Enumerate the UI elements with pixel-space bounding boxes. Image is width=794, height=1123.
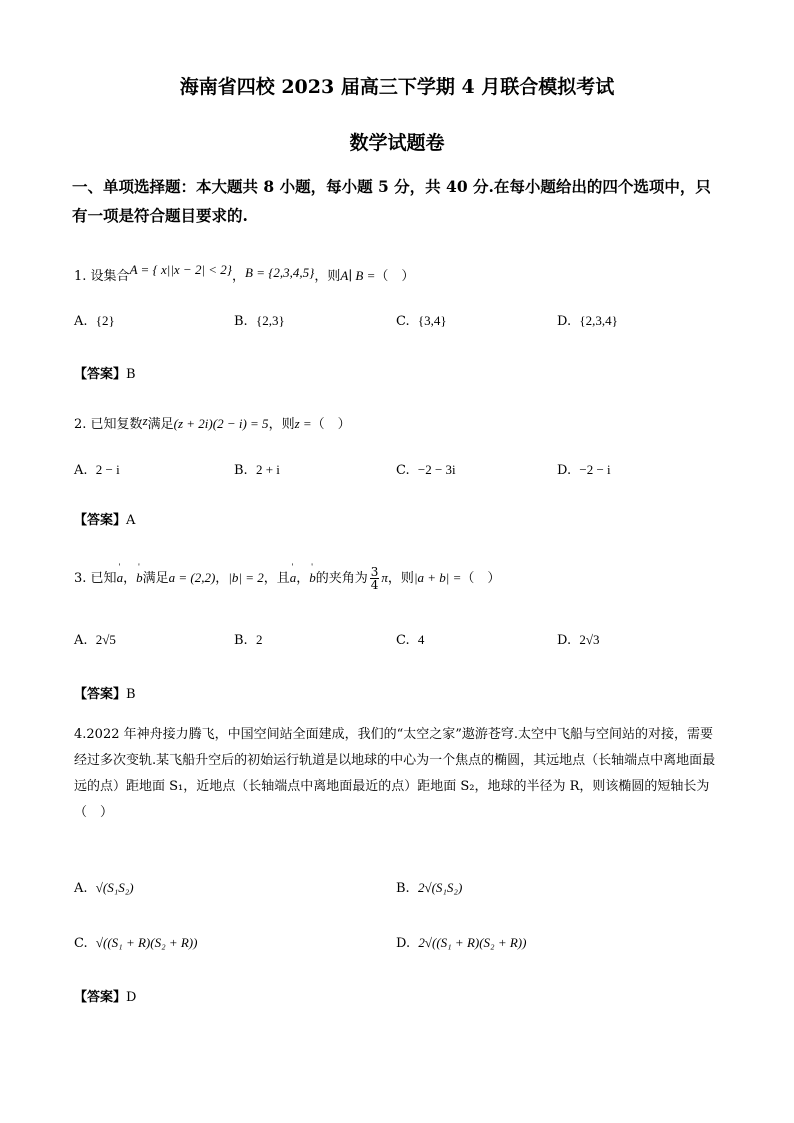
question-number: 2. [74, 417, 87, 432]
question-2-option-c: C. −2 − 3i [396, 462, 456, 478]
question-number: 1. [74, 269, 87, 284]
question-text: 设集合 [90, 269, 130, 284]
vector-b-magnitude: |b| = 2 [228, 570, 264, 585]
vector-b: ' b [136, 570, 143, 586]
exam-title: 海南省四校 2023 届高三下学期 4 月联合模拟考试 [179, 76, 615, 98]
question-3-option-c: C. 4 [396, 632, 425, 648]
question-text: 2022 年神舟接力腾飞，中国空间站全面建成，我们的“太空之家”遨游苍穹.太空中飞船与空间站的对接，需要经过多次变轨.某飞船升空后的初始运行轨道是以地球的中心为一个焦点的椭圆，其远地点（长轴端点中离地面最远的点）距地面 S₁，近地点（长轴端点中离地面最近的点）距地面 S₂，地球的半径为 R，则该椭圆的短轴长为（ ） [74, 727, 716, 820]
exam-subtitle: 数学试题卷 [349, 132, 445, 154]
section-heading: 一、单项选择题：本大题共 8 小题，每小题 5 分，共 40 分.在每小题给出的四个选项中，只有一项是符合题目要求的. [72, 177, 711, 225]
question-4-option-b: B. 2√(S₁S₂) [396, 880, 463, 896]
set-a-formula: A = { x||x − 2| < 2} [129, 262, 232, 277]
vector-a: ' a [290, 570, 297, 586]
answer-value: B [126, 687, 136, 702]
z-equals: z = [294, 416, 312, 431]
answer-label: 【答案】 [74, 367, 127, 382]
vector-b: ' b [309, 570, 316, 586]
question-text: 满足 [147, 417, 174, 432]
question-number: 4. [74, 727, 87, 742]
question-blank: （ ） [375, 269, 415, 284]
variable-z: z [142, 413, 148, 428]
question-blank: （ ） [461, 571, 501, 586]
answer-label: 【答案】 [74, 687, 127, 702]
question-2-option-d: D. −2 − i [557, 462, 611, 478]
answer-label: 【答案】 [74, 990, 127, 1005]
question-4-option-a: A. √(S₁S₂) [74, 880, 134, 896]
question-2-answer [74, 509, 135, 528]
question-3-option-b: B. 2 [234, 632, 263, 648]
pi-symbol: π [381, 570, 388, 585]
question-text: 已知复数 [90, 417, 143, 432]
question-1-option-d: D. {2,3,4} [557, 313, 618, 329]
question-1-option-a: A. {2} [74, 313, 115, 329]
answer-value: B [126, 367, 136, 382]
vector-a: ' a [117, 570, 124, 586]
intersection-formula: A∣ B = [340, 268, 376, 283]
question-text: 已知 [90, 571, 117, 586]
question-number: 3. [74, 571, 87, 586]
angle-fraction: $\frac{3}{4}$ [370, 565, 379, 592]
question-4-stem [74, 722, 724, 826]
question-text: ，则 [268, 417, 295, 432]
question-text: ， [232, 269, 246, 284]
sum-magnitude: |a + b| = [413, 570, 462, 585]
question-2-option-a: A. 2 − i [74, 462, 120, 478]
question-2-stem [74, 413, 351, 432]
question-text: ，则 [314, 269, 341, 284]
answer-value: D [126, 990, 137, 1005]
set-b-formula: B = {2,3,4,5} [245, 265, 315, 280]
answer-label: 【答案】 [74, 513, 127, 528]
question-blank: （ ） [311, 417, 351, 432]
question-4-option-c: C. √((S₁ + R)(S₂ + R)) [74, 935, 198, 951]
question-1-option-c: C. {3,4} [396, 313, 447, 329]
question-3-answer [74, 683, 136, 702]
question-1-answer [74, 363, 136, 382]
question-1-stem [74, 262, 415, 284]
answer-value: A [126, 513, 136, 528]
question-1-option-b: B. {2,3} [234, 313, 285, 329]
question-3-option-d: D. 2√3 [557, 632, 600, 648]
vector-a-value: a = (2,2) [168, 570, 216, 585]
question-4-option-d: D. 2√((S₁ + R)(S₂ + R)) [396, 935, 527, 951]
question-2-option-b: B. 2 + i [234, 462, 280, 478]
question-3-stem: 3. 已知' a，' b满足a = (2,2)，|b| = 2，且' a，' b的夹角为 $\frac{3}{4}$ π，则|a + b| =（ ） [74, 566, 500, 591]
equation-formula: (z + 2i)(2 − i) = 5 [173, 416, 269, 431]
question-3-option-a: A. 2√5 [74, 632, 116, 648]
question-4-answer [74, 986, 136, 1005]
